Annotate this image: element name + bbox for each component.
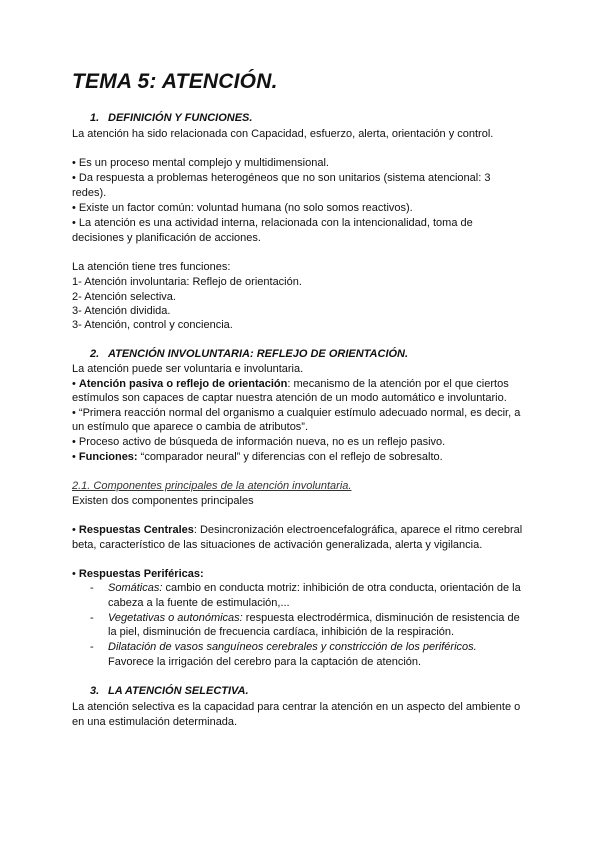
s2-dilation-b: Favorece la irrigación del cerebro para la captación de atención. xyxy=(108,656,422,668)
bullet-glyph: • xyxy=(72,378,76,390)
page-title: TEMA 5: ATENCIÓN. xyxy=(72,70,278,93)
s1-function-2: 2- Atención selectiva. xyxy=(72,291,176,303)
s2-central-responses-bold: Respuestas Centrales xyxy=(78,524,194,536)
section-1-heading xyxy=(90,112,252,124)
bullet-glyph: • xyxy=(72,524,76,536)
s1-bullet-3: • Existe un factor común: voluntad humana (no solo somos reactivos). xyxy=(72,202,413,214)
s2-somatic-rest: cambio en conducta motriz: inhibición de otra conducta, orientación de la xyxy=(162,582,521,594)
s1-bullet-4b: decisiones y planificación de acciones. xyxy=(72,232,261,244)
section-1-title: DEFINICIÓN Y FUNCIONES. xyxy=(108,112,253,124)
s3-line-1: La atención selectiva es la capacidad para centrar la atención en un aspecto del ambiente o xyxy=(72,701,521,713)
dash-marker: - xyxy=(90,641,94,653)
s2-central-responses xyxy=(72,523,522,538)
s2-bullet-4-bold: Funciones: xyxy=(78,451,138,463)
bullet-glyph: • xyxy=(72,568,76,580)
subsection-2-1-heading: 2.1. Componentes principales de la atención involuntaria. xyxy=(72,480,352,492)
section-3-heading xyxy=(90,685,249,697)
s2-intro: La atención puede ser voluntaria e involuntaria. xyxy=(72,363,304,375)
bullet-glyph: • xyxy=(72,451,76,463)
s2-somatic xyxy=(108,582,521,594)
section-2-title: ATENCIÓN INVOLUNTARIA: REFLEJO DE ORIENTACIÓN. xyxy=(108,348,409,360)
dash-marker: - xyxy=(90,612,94,624)
s1-bullet-2a: • Da respuesta a problemas heterogéneos que no son unitarios (sistema atencional: 3 xyxy=(72,172,491,184)
s2-peripheral-responses xyxy=(72,567,204,582)
s2-bullet-1 xyxy=(72,377,509,392)
s2-bullet-1-rest: : mecanismo de la atención por el que ciertos xyxy=(287,378,509,390)
s2-central-responses-b: beta, característico de las situaciones de activación generalizada, alerta y vigilancia. xyxy=(72,539,483,551)
s2-vegetative-label: Vegetativas o autonómicas: xyxy=(108,612,243,624)
s3-line-2: en una estimulación determinada. xyxy=(72,716,238,728)
s2-somatic-b: cabeza a la fuente de estimulación,... xyxy=(108,597,290,609)
s1-functions-intro: La atención tiene tres funciones: xyxy=(72,261,231,273)
s2-bullet-3: • Proceso activo de búsqueda de información nueva, no es un reflejo pasivo. xyxy=(72,436,446,448)
s2-bullet-4-rest: “comparador neural” y diferencias con el reflejo de sobresalto. xyxy=(137,451,443,463)
s1-intro: La atención ha sido relacionada con Capacidad, esfuerzo, alerta, orientación y control. xyxy=(72,128,494,140)
section-2-heading xyxy=(90,348,408,360)
s2-dilation: Dilatación de vasos sanguíneos cerebrales y constricción de los periféricos. xyxy=(108,641,477,653)
s1-bullet-1: • Es un proceso mental complejo y multidimensional. xyxy=(72,157,329,169)
s2-bullet-4 xyxy=(72,450,443,465)
dash-marker: - xyxy=(90,582,94,594)
s1-function-1: 1- Atención involuntaria: Reflejo de orientación. xyxy=(72,276,302,288)
s2-bullet-2b: un estímulo que aparece o cambia de atributos”. xyxy=(72,421,309,433)
s2-bullet-1-bold: Atención pasiva o reflejo de orientación xyxy=(78,378,288,390)
s1-bullet-4a: • La atención es una actividad interna, relacionada con la intencionalidad, toma de xyxy=(72,217,473,229)
s2-bullet-2a: • “Primera reacción normal del organismo a cualquier estímulo adecuado normal, es decir, a xyxy=(72,407,521,419)
s2-vegetative-b: la piel, disminución de frecuencia cardíaca, inhibición de la respiración. xyxy=(108,626,455,638)
s2-vegetative xyxy=(108,612,520,624)
section-2-number: 2. xyxy=(90,348,100,360)
s2-sub-intro: Existen dos componentes principales xyxy=(72,495,254,507)
section-3-title: LA ATENCIÓN SELECTIVA. xyxy=(108,685,249,697)
section-3-number: 3. xyxy=(90,685,100,697)
s2-central-responses-rest: : Desincronización electroencefalográfica, aparece el ritmo cerebral xyxy=(193,524,523,536)
s1-bullet-2b: redes). xyxy=(72,187,107,199)
s1-function-4: 3- Atención, control y conciencia. xyxy=(72,319,233,331)
s1-function-3: 3- Atención dividida. xyxy=(72,305,171,317)
s2-somatic-label: Somáticas: xyxy=(108,582,163,594)
s2-bullet-1b: estímulos son capaces de captar nuestra atención de un modo automático e involuntario. xyxy=(72,392,507,404)
s2-vegetative-rest: respuesta electrodérmica, disminución de resistencia de xyxy=(242,612,520,624)
s2-peripheral-responses-bold: Respuestas Periféricas: xyxy=(78,568,204,580)
section-1-number: 1. xyxy=(90,112,100,124)
